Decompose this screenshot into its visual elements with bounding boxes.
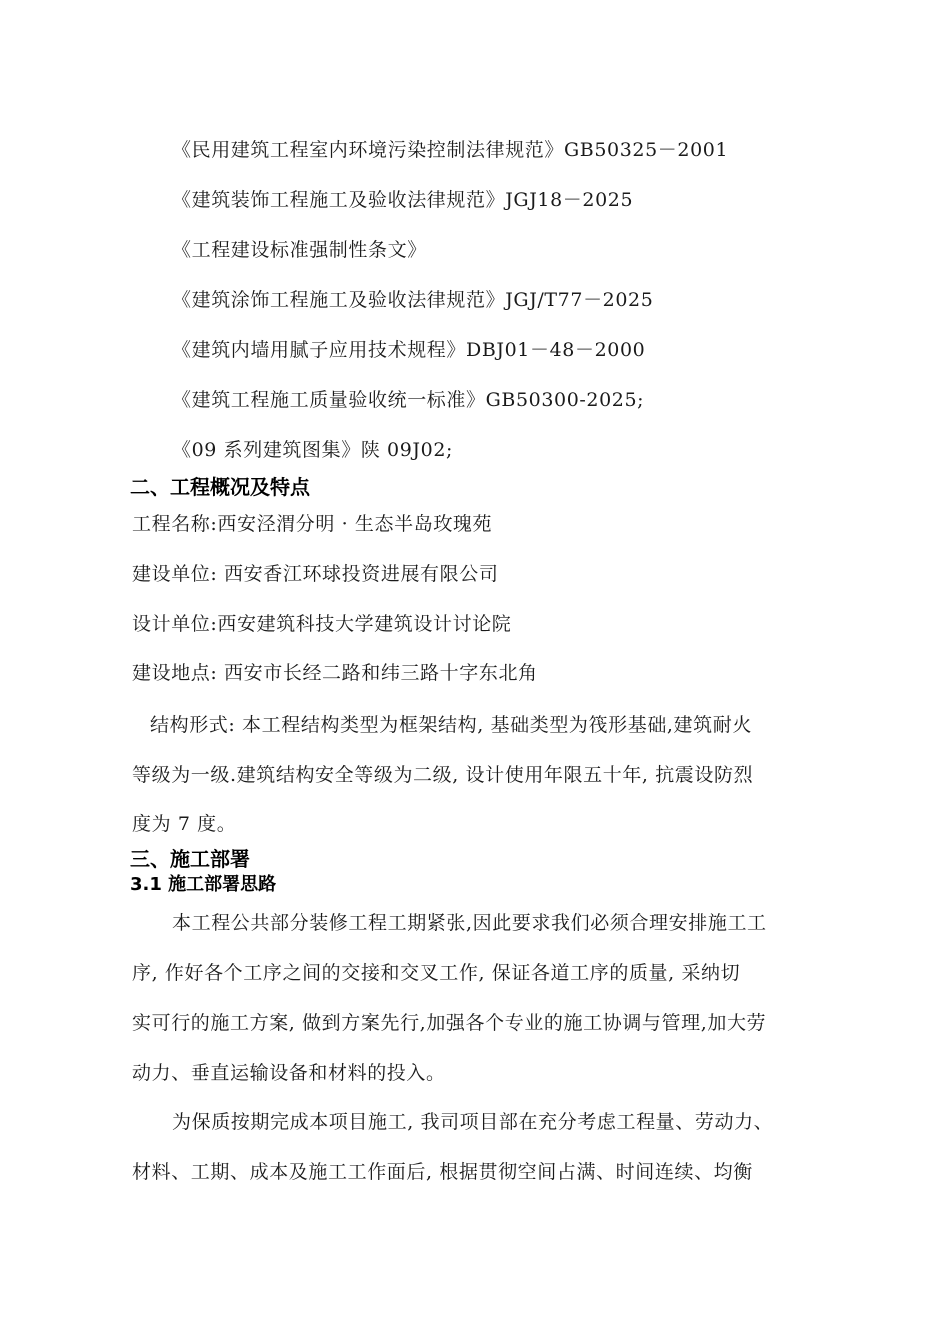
subsection-heading: 3.1 施工部署思路	[130, 874, 277, 895]
structure-line: 度为 7 度。	[132, 813, 237, 835]
standard-item: 《建筑工程施工质量验收统一标准》GB50300-2025;	[172, 389, 645, 411]
standard-item: 《工程建设标准强制性条文》	[172, 239, 427, 261]
paragraph-line: 实可行的施工方案, 做到方案先行,加强各个专业的施工协调与管理,加大劳	[132, 1012, 767, 1034]
structure-line: 结构形式: 本工程结构类型为框架结构, 基础类型为筏形基础,建筑耐火	[150, 714, 752, 736]
section-heading: 三、施工部署	[130, 847, 250, 871]
paragraph-line: 为保质按期完成本项目施工, 我司项目部在充分考虑工程量、劳动力、	[172, 1111, 774, 1133]
structure-line: 等级为一级.建筑结构安全等级为二级, 设计使用年限五十年, 抗震设防烈	[132, 764, 754, 786]
paragraph-line: 材料、工期、成本及施工工作面后, 根据贯彻空间占满、时间连续、均衡	[132, 1161, 753, 1183]
standard-item: 《民用建筑工程室内环境污染控制法律规范》GB50325－2001	[172, 139, 729, 161]
paragraph-line: 序, 作好各个工序之间的交接和交叉工作, 保证各道工序的质量, 采纳切	[132, 962, 741, 984]
paragraph-line: 本工程公共部分装修工程工期紧张,因此要求我们必须合理安排施工工	[172, 912, 767, 934]
section-heading: 二、工程概况及特点	[130, 475, 310, 499]
client-unit: 建设单位: 西安香江环球投资进展有限公司	[132, 563, 499, 585]
standard-item: 《建筑涂饰工程施工及验收法律规范》JGJ/T77－2025	[172, 289, 654, 311]
standard-item: 《建筑装饰工程施工及验收法律规范》JGJ18－2025	[172, 189, 634, 211]
paragraph-line: 动力、垂直运输设备和材料的投入。	[132, 1062, 446, 1084]
standard-item: 《建筑内墙用腻子应用技术规程》DBJ01－48－2000	[172, 339, 646, 361]
project-name: 工程名称:西安泾渭分明 · 生态半岛玫瑰苑	[132, 513, 493, 535]
project-location: 建设地点: 西安市长经二路和纬三路十字东北角	[132, 662, 538, 684]
design-unit: 设计单位:西安建筑科技大学建筑设计讨论院	[132, 613, 512, 635]
standard-item: 《09 系列建筑图集》陕 09J02;	[172, 439, 454, 461]
